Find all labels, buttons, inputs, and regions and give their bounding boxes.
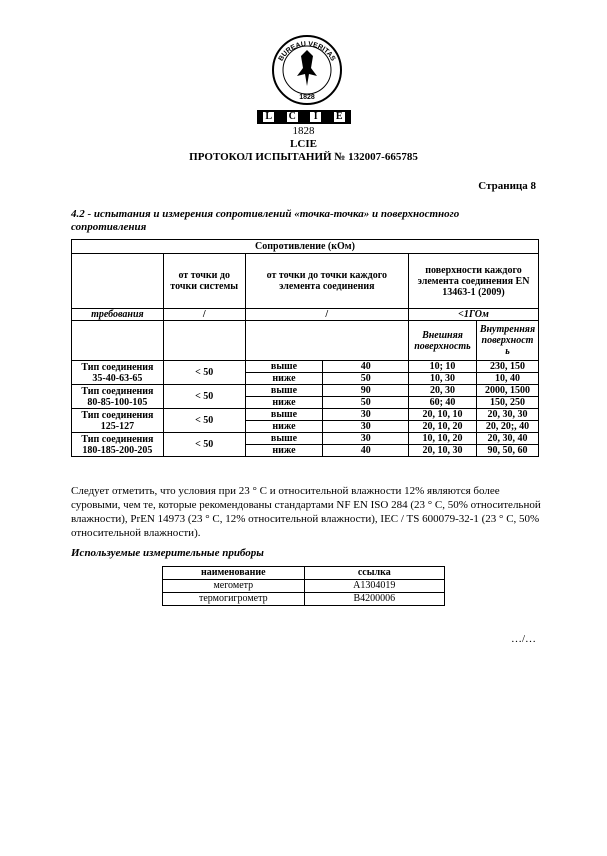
position-label: выше <box>245 385 323 397</box>
logo-letter: L <box>263 112 274 122</box>
system-value: < 50 <box>163 433 245 457</box>
position-label: ниже <box>245 373 323 385</box>
instrument-name: мегометр <box>163 580 305 593</box>
outer-value: 20, 10, 20 <box>409 421 477 433</box>
col-header-system: от точки до точки системы <box>163 254 245 309</box>
inner-value: 150, 250 <box>476 397 538 409</box>
instrument-ref: B4200006 <box>304 593 444 606</box>
table-row <box>72 409 539 421</box>
outer-value: 10, 30 <box>409 373 477 385</box>
resistance-table <box>71 239 539 457</box>
logo-letter: I <box>310 112 321 122</box>
header-year: 1828 <box>292 125 315 137</box>
instruments-table <box>162 566 445 606</box>
page-number: Страница 8 <box>478 180 536 192</box>
logo-ring-text: BUREAU VERITAS <box>277 40 337 63</box>
outer-value: 10; 10 <box>409 361 477 373</box>
position-label: ниже <box>245 421 323 433</box>
table-row <box>72 433 539 445</box>
table-row <box>163 593 445 606</box>
logo-letter: E <box>334 112 345 122</box>
inner-value: 90, 50, 60 <box>476 445 538 457</box>
col-header-surface: поверхности каждого элемента соединения EN 13463-1 (2009) <box>409 254 539 309</box>
conditions-note: Следует отметить, что условия при 23 ° C и относительной влажности 12% являются более суровыми, чем те, которые рекомендованы стандартами NF EN ISO 284 (23 ° C, 50% относительной влажности), PrEN 14973 (23 ° C, 12% относительной влажности), IEC / TS 600079-32-1 (23 ° C, 50% относительной влажности). <box>71 485 541 539</box>
position-label: выше <box>245 433 323 445</box>
requirement-surface: <1ГОм <box>409 309 539 321</box>
inner-value: 2000, 1500 <box>476 385 538 397</box>
outer-value: 20, 30 <box>409 385 477 397</box>
outer-value: 20, 10, 10 <box>409 409 477 421</box>
continuation-mark: …/… <box>510 633 536 645</box>
inner-value: 20, 20;, 40 <box>476 421 538 433</box>
outer-value: 60; 40 <box>409 397 477 409</box>
table-title: Сопротивление (кОм) <box>72 240 539 254</box>
outer-value: 20, 10, 30 <box>409 445 477 457</box>
section-title: 4.2 - испытания и измерения сопротивлений «точка-точка» и поверхностного сопротивления <box>71 208 460 233</box>
requirements-label: требования <box>72 309 164 321</box>
connection-type: Тип соединения 35-40-63-65 <box>72 361 164 385</box>
position-label: выше <box>245 361 323 373</box>
element-value: 40 <box>323 445 409 457</box>
element-value: 30 <box>323 409 409 421</box>
table-row <box>163 580 445 593</box>
report-title: ПРОТОКОЛ ИСПЫТАНИЙ № 132007-665785 <box>189 151 418 163</box>
connection-type: Тип соединения 180-185-200-205 <box>72 433 164 457</box>
subheader-inner: Внутренняя поверхност ь <box>476 321 538 361</box>
requirement-system: / <box>163 309 245 321</box>
inner-value: 20, 30, 30 <box>476 409 538 421</box>
instrument-ref: A1304019 <box>304 580 444 593</box>
outer-value: 10, 10, 20 <box>409 433 477 445</box>
position-label: ниже <box>245 397 323 409</box>
element-value: 40 <box>323 361 409 373</box>
table-row <box>72 385 539 397</box>
header-org: LCIE <box>290 138 317 150</box>
element-value: 30 <box>323 421 409 433</box>
table-row <box>72 361 539 373</box>
element-value: 90 <box>323 385 409 397</box>
system-value: < 50 <box>163 385 245 409</box>
connection-type: Тип соединения 80-85-100-105 <box>72 385 164 409</box>
element-value: 30 <box>323 433 409 445</box>
instrument-name-header: наименование <box>163 567 305 580</box>
element-value: 50 <box>323 397 409 409</box>
connection-type: Тип соединения 125-127 <box>72 409 164 433</box>
bureau-veritas-logo <box>271 34 343 106</box>
inner-value: 10, 40 <box>476 373 538 385</box>
inner-value: 20, 30, 40 <box>476 433 538 445</box>
system-value: < 50 <box>163 361 245 385</box>
element-value: 50 <box>323 373 409 385</box>
instrument-name: термогигрометр <box>163 593 305 606</box>
requirement-element: / <box>245 309 408 321</box>
inner-value: 230, 150 <box>476 361 538 373</box>
logo-year: 1828 <box>299 94 315 101</box>
lcie-letter-bar <box>257 110 351 124</box>
col-header-element: от точки до точки каждого элемента соединения <box>245 254 408 309</box>
instrument-ref-header: ссылка <box>304 567 444 580</box>
subheader-outer: Внешняя поверхность <box>409 321 477 361</box>
position-label: ниже <box>245 445 323 457</box>
system-value: < 50 <box>163 409 245 433</box>
instruments-title: Используемые измерительные приборы <box>71 547 264 559</box>
logo-letter: C <box>288 111 296 122</box>
position-label: выше <box>245 409 323 421</box>
